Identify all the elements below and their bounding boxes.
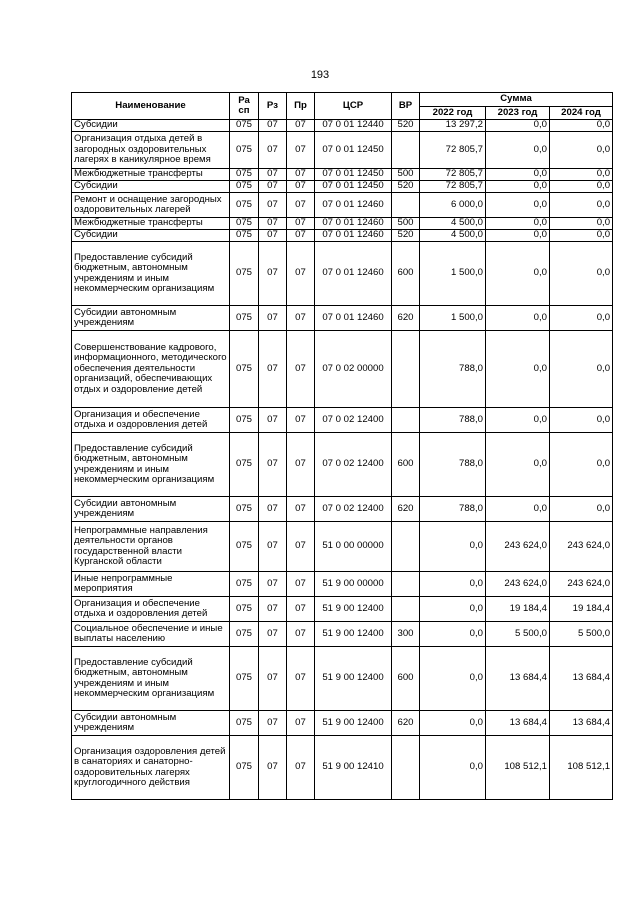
row-pr: 07 (287, 647, 315, 711)
row-2023: 19 184,4 (486, 597, 550, 622)
row-pr: 07 (287, 230, 315, 242)
row-rasp: 075 (230, 132, 259, 169)
row-csr: 07 0 01 12460 (315, 218, 392, 230)
row-name: Организация и обеспечение отдыха и оздоровления детей (72, 408, 230, 433)
row-name: Организация оздоровления детей в санаториях и санаторно-оздоровительных лагерях круглогодичного действия (72, 736, 230, 800)
row-rasp: 075 (230, 736, 259, 800)
row-2024: 243 624,0 (550, 572, 613, 597)
row-rz: 07 (259, 647, 287, 711)
row-vr: 520 (392, 181, 420, 193)
table-row (72, 497, 613, 522)
row-rz: 07 (259, 572, 287, 597)
row-name: Предоставление субсидий бюджетным, автономным учреждениям и иным некоммерческим организациям (72, 242, 230, 306)
table-row (72, 193, 613, 218)
row-pr: 07 (287, 181, 315, 193)
row-2022: 72 805,7 (420, 169, 486, 181)
row-2024: 0,0 (550, 433, 613, 497)
row-2024: 0,0 (550, 331, 613, 408)
row-pr: 07 (287, 120, 315, 132)
row-csr: 51 9 00 12400 (315, 647, 392, 711)
row-2023: 0,0 (486, 218, 550, 230)
row-vr: 300 (392, 622, 420, 647)
row-2024: 13 684,4 (550, 711, 613, 736)
table-row (72, 306, 613, 331)
row-vr: 500 (392, 218, 420, 230)
row-rz: 07 (259, 597, 287, 622)
row-rz: 07 (259, 331, 287, 408)
row-pr: 07 (287, 132, 315, 169)
row-csr: 07 0 01 12460 (315, 306, 392, 331)
row-2022: 0,0 (420, 736, 486, 800)
row-2023: 0,0 (486, 408, 550, 433)
row-rasp: 075 (230, 120, 259, 132)
row-2023: 0,0 (486, 120, 550, 132)
row-2024: 0,0 (550, 169, 613, 181)
row-csr: 07 0 01 12450 (315, 169, 392, 181)
row-2024: 19 184,4 (550, 597, 613, 622)
table-row (72, 242, 613, 306)
table-row (72, 597, 613, 622)
row-pr: 07 (287, 622, 315, 647)
row-vr: 600 (392, 242, 420, 306)
header-pr: Пр (287, 93, 315, 120)
row-2023: 243 624,0 (486, 522, 550, 572)
row-vr: 600 (392, 647, 420, 711)
row-2024: 0,0 (550, 408, 613, 433)
row-2023: 0,0 (486, 306, 550, 331)
row-2023: 0,0 (486, 181, 550, 193)
row-vr: 520 (392, 230, 420, 242)
row-2023: 0,0 (486, 132, 550, 169)
row-name: Совершенствование кадрового, информационного, методического обеспечения деятельности организаций, обеспечивающих отдых и оздоровление детей (72, 331, 230, 408)
row-2022: 0,0 (420, 622, 486, 647)
row-2022: 4 500,0 (420, 230, 486, 242)
row-2023: 0,0 (486, 193, 550, 218)
table-row (72, 230, 613, 242)
row-vr: 600 (392, 433, 420, 497)
row-rasp: 075 (230, 242, 259, 306)
row-vr: 620 (392, 497, 420, 522)
row-2022: 0,0 (420, 597, 486, 622)
row-rasp: 075 (230, 522, 259, 572)
row-pr: 07 (287, 736, 315, 800)
row-2023: 5 500,0 (486, 622, 550, 647)
row-2024: 5 500,0 (550, 622, 613, 647)
row-rz: 07 (259, 408, 287, 433)
row-2022: 0,0 (420, 647, 486, 711)
row-2023: 13 684,4 (486, 647, 550, 711)
row-csr: 51 0 00 00000 (315, 522, 392, 572)
row-pr: 07 (287, 572, 315, 597)
row-name: Субсидии автономным учреждениям (72, 306, 230, 331)
row-rz: 07 (259, 433, 287, 497)
table-row (72, 711, 613, 736)
row-rz: 07 (259, 218, 287, 230)
row-2023: 0,0 (486, 169, 550, 181)
row-rz: 07 (259, 736, 287, 800)
row-rz: 07 (259, 230, 287, 242)
row-2022: 6 000,0 (420, 193, 486, 218)
row-2023: 108 512,1 (486, 736, 550, 800)
row-2022: 1 500,0 (420, 242, 486, 306)
row-pr: 07 (287, 169, 315, 181)
row-vr: 520 (392, 120, 420, 132)
row-2024: 0,0 (550, 132, 613, 169)
row-2022: 0,0 (420, 711, 486, 736)
row-name: Организация и обеспечение отдыха и оздоровления детей (72, 597, 230, 622)
row-2024: 0,0 (550, 120, 613, 132)
table-row (72, 522, 613, 572)
row-rasp: 075 (230, 181, 259, 193)
row-csr: 07 0 01 12460 (315, 193, 392, 218)
row-rz: 07 (259, 497, 287, 522)
table-row (72, 572, 613, 597)
row-pr: 07 (287, 711, 315, 736)
row-2022: 72 805,7 (420, 181, 486, 193)
page-number: 193 (310, 69, 330, 81)
row-2023: 0,0 (486, 497, 550, 522)
row-vr (392, 193, 420, 218)
row-2023: 0,0 (486, 331, 550, 408)
row-csr: 51 9 00 12400 (315, 597, 392, 622)
row-pr: 07 (287, 193, 315, 218)
row-rasp: 075 (230, 218, 259, 230)
row-2023: 243 624,0 (486, 572, 550, 597)
header-sum: Сумма (420, 93, 613, 107)
row-name: Субсидии автономным учреждениям (72, 497, 230, 522)
row-rz: 07 (259, 132, 287, 169)
row-rasp: 075 (230, 433, 259, 497)
row-2024: 0,0 (550, 193, 613, 218)
row-2024: 0,0 (550, 242, 613, 306)
row-name: Иные непрограммные мероприятия (72, 572, 230, 597)
row-name: Предоставление субсидий бюджетным, автономным учреждениям и иным некоммерческим организациям (72, 647, 230, 711)
header-2023: 2023 год (486, 107, 550, 120)
row-csr: 07 0 02 12400 (315, 497, 392, 522)
row-name: Субсидии (72, 181, 230, 193)
row-csr: 07 0 01 12460 (315, 230, 392, 242)
header-name: Наименование (72, 93, 230, 120)
row-2022: 788,0 (420, 433, 486, 497)
row-csr: 51 9 00 12400 (315, 622, 392, 647)
row-vr (392, 597, 420, 622)
row-vr: 620 (392, 306, 420, 331)
row-rasp: 075 (230, 711, 259, 736)
row-pr: 07 (287, 242, 315, 306)
table-row (72, 647, 613, 711)
row-2024: 243 624,0 (550, 522, 613, 572)
row-csr: 07 0 01 12460 (315, 242, 392, 306)
row-csr: 51 9 00 12410 (315, 736, 392, 800)
row-rasp: 075 (230, 169, 259, 181)
table-row (72, 736, 613, 800)
row-2022: 788,0 (420, 331, 486, 408)
row-vr: 620 (392, 711, 420, 736)
row-vr (392, 132, 420, 169)
row-2022: 788,0 (420, 408, 486, 433)
row-pr: 07 (287, 597, 315, 622)
row-2024: 0,0 (550, 230, 613, 242)
row-2022: 72 805,7 (420, 132, 486, 169)
header-row-1 (72, 93, 613, 107)
row-csr: 51 9 00 00000 (315, 572, 392, 597)
row-rz: 07 (259, 622, 287, 647)
row-2023: 0,0 (486, 230, 550, 242)
row-pr: 07 (287, 408, 315, 433)
header-2022: 2022 год (420, 107, 486, 120)
table-row (72, 132, 613, 169)
table-row (72, 331, 613, 408)
row-2024: 0,0 (550, 218, 613, 230)
row-vr (392, 736, 420, 800)
row-vr: 500 (392, 169, 420, 181)
table-row (72, 408, 613, 433)
row-vr (392, 408, 420, 433)
row-rz: 07 (259, 522, 287, 572)
row-rasp: 075 (230, 622, 259, 647)
row-rasp: 075 (230, 647, 259, 711)
table-row (72, 181, 613, 193)
row-csr: 51 9 00 12400 (315, 711, 392, 736)
header-rasp: Ра сп (230, 93, 259, 120)
row-csr: 07 0 02 12400 (315, 433, 392, 497)
row-name: Социальное обеспечение и иные выплаты населению (72, 622, 230, 647)
row-rz: 07 (259, 181, 287, 193)
row-rz: 07 (259, 711, 287, 736)
row-pr: 07 (287, 218, 315, 230)
row-2023: 13 684,4 (486, 711, 550, 736)
row-pr: 07 (287, 331, 315, 408)
row-rz: 07 (259, 193, 287, 218)
header-vr: ВР (392, 93, 420, 120)
row-2023: 0,0 (486, 242, 550, 306)
row-name: Субсидии (72, 120, 230, 132)
row-vr (392, 572, 420, 597)
row-csr: 07 0 02 00000 (315, 331, 392, 408)
row-2022: 788,0 (420, 497, 486, 522)
row-pr: 07 (287, 433, 315, 497)
row-csr: 07 0 01 12450 (315, 132, 392, 169)
row-name: Предоставление субсидий бюджетным, автономным учреждениям и иным некоммерческим организациям (72, 433, 230, 497)
budget-table (71, 92, 613, 800)
row-2022: 0,0 (420, 522, 486, 572)
table-row (72, 218, 613, 230)
row-2024: 0,0 (550, 181, 613, 193)
row-name: Субсидии автономным учреждениям (72, 711, 230, 736)
row-rz: 07 (259, 306, 287, 331)
table-row (72, 169, 613, 181)
row-rz: 07 (259, 242, 287, 306)
row-pr: 07 (287, 306, 315, 331)
row-2022: 13 297,2 (420, 120, 486, 132)
row-csr: 07 0 01 12440 (315, 120, 392, 132)
row-2024: 108 512,1 (550, 736, 613, 800)
row-2024: 0,0 (550, 306, 613, 331)
row-csr: 07 0 02 12400 (315, 408, 392, 433)
row-name: Межбюджетные трансферты (72, 218, 230, 230)
row-2022: 1 500,0 (420, 306, 486, 331)
row-csr: 07 0 01 12450 (315, 181, 392, 193)
row-rasp: 075 (230, 497, 259, 522)
row-rasp: 075 (230, 572, 259, 597)
row-2024: 13 684,4 (550, 647, 613, 711)
row-rasp: 075 (230, 193, 259, 218)
row-vr (392, 522, 420, 572)
row-rasp: 075 (230, 331, 259, 408)
row-pr: 07 (287, 522, 315, 572)
row-vr (392, 331, 420, 408)
table-row (72, 120, 613, 132)
row-2022: 4 500,0 (420, 218, 486, 230)
row-rasp: 075 (230, 597, 259, 622)
table-row (72, 433, 613, 497)
row-name: Ремонт и оснащение загородных оздоровительных лагерей (72, 193, 230, 218)
row-rasp: 075 (230, 306, 259, 331)
row-2023: 0,0 (486, 433, 550, 497)
header-rz: Рз (259, 93, 287, 120)
row-rasp: 075 (230, 408, 259, 433)
row-name: Организация отдыха детей в загородных оздоровительных лагерях в каникулярное время (72, 132, 230, 169)
table-body (72, 120, 613, 800)
row-name: Субсидии (72, 230, 230, 242)
row-pr: 07 (287, 497, 315, 522)
row-name: Межбюджетные трансферты (72, 169, 230, 181)
row-rz: 07 (259, 169, 287, 181)
header-csr: ЦСР (315, 93, 392, 120)
row-2024: 0,0 (550, 497, 613, 522)
table-row (72, 622, 613, 647)
row-2022: 0,0 (420, 572, 486, 597)
header-2024: 2024 год (550, 107, 613, 120)
row-name: Непрограммные направления деятельности органов государственной власти Курганской области (72, 522, 230, 572)
row-rasp: 075 (230, 230, 259, 242)
row-rz: 07 (259, 120, 287, 132)
